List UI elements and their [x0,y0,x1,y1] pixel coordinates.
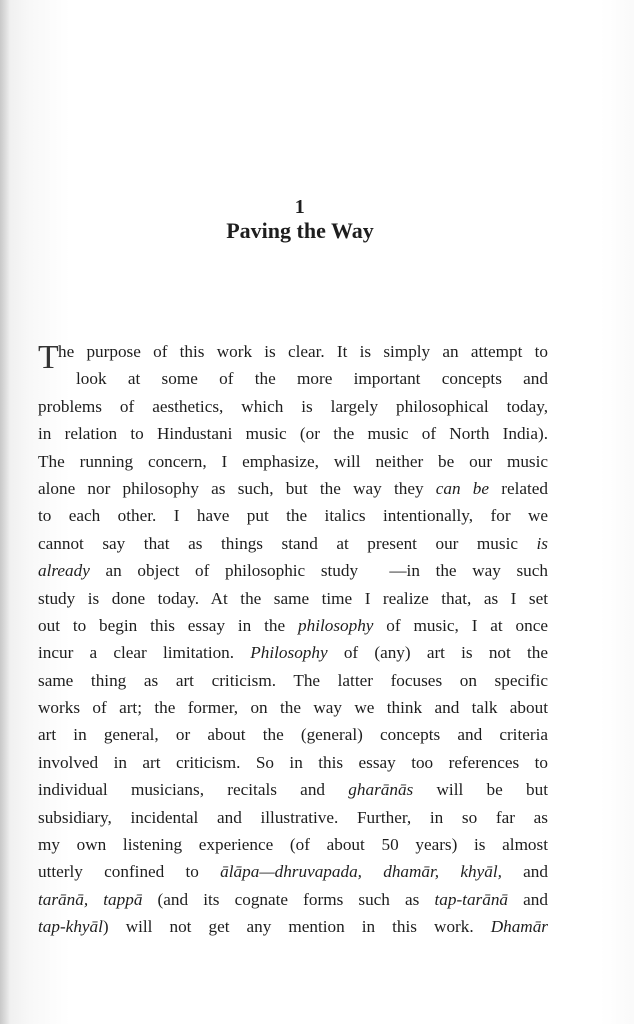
chapter-title: Paving the Way [226,218,374,243]
text-run: related [489,478,548,498]
paragraph-line [38,502,548,529]
paragraph-line [38,886,548,913]
italic-text-run: gharānās [348,780,414,800]
paragraph-line [38,530,548,557]
text-run: (and its cognate forms such as [142,889,435,909]
paragraph-line [38,585,548,612]
paragraph-line [38,804,548,831]
text-run: alone nor philosophy as such, but the way they [38,478,436,498]
text-run: and [508,889,548,909]
paragraph-line [38,557,548,584]
text-run: utterly confined to [38,862,221,882]
paragraph-line [38,858,548,885]
paragraph-line [38,365,548,392]
text-run: problems of aesthetics, which is largely philosophical today, [38,396,548,416]
italic-text-run: can be [435,478,490,498]
paragraph-line [38,913,548,940]
text-run: look at some of the more important concepts and [76,369,548,389]
italic-text-run: Dhamār [490,917,548,937]
paragraph-line [38,420,548,447]
page-gutter-shadow [0,0,10,1024]
drop-cap: T [38,339,59,376]
italic-text-run: ālāpa—dhruvapada, dhamār, khyāl, [220,862,502,882]
text-run: study is done today. At the same time I realize that, as I set [38,588,548,608]
paragraph-line [38,831,548,858]
paragraph-line [38,694,548,721]
italic-text-run: tap-tarānā [434,889,509,909]
italic-text-run: philosophy [298,615,374,635]
chapter-body-text [38,338,548,941]
italic-text-run: already [38,561,90,581]
text-run: same thing as art criticism. The latter focuses on specific [38,670,548,690]
text-run: of (any) art is not the [327,643,548,663]
text-run: he purpose of this work is clear. It is simply an attempt to [58,342,548,361]
text-run: out to begin this essay in the [38,615,298,635]
text-run: cannot say that as things stand at present our music [38,533,537,553]
italic-text-run: is [536,533,548,553]
text-run: art in general, or about the (general) concepts and criteria [38,725,548,745]
paragraph-line [38,749,548,776]
text-run: of music, I at once [373,615,548,635]
text-run: to each other. I have put the italics intentionally, for we [38,506,548,526]
text-run: incur a clear limitation. [38,643,251,663]
italic-text-run: tap-khyāl [38,917,103,937]
chapter-heading [0,196,600,244]
text-run: The running concern, I emphasize, will neither be our music [38,451,548,471]
italic-text-run: Philosophy [250,643,328,663]
paragraph-line [38,393,548,420]
text-run: and [501,862,548,882]
text-run: ) will not get any mention in this work. [102,917,491,937]
text-run: in relation to Hindustani music (or the music of North India). [38,424,548,444]
text-run: my own listening experience (of about 50 years) is almost [38,835,548,855]
italic-text-run: tarānā, tappā [38,889,143,909]
paragraph-line [38,475,548,502]
text-run: works of art; the former, on the way we think and talk about [38,698,548,718]
text-run: individual musicians, recitals and [38,780,349,800]
paragraph-line [38,338,548,365]
text-run: involved in art criticism. So in this essay too references to [38,752,548,772]
paragraph-line [38,667,548,694]
paragraph-line [38,448,548,475]
paragraph-line [38,612,548,639]
paragraph-line [38,639,548,666]
text-run: subsidiary, incidental and illustrative. Further, in so far as [38,807,548,827]
chapter-number: 1 [294,196,306,218]
text-run: an object of philosophic study —in the way such [89,561,548,581]
paragraph-line [38,776,548,803]
text-run: will be but [413,780,548,800]
paragraph-line [38,721,548,748]
